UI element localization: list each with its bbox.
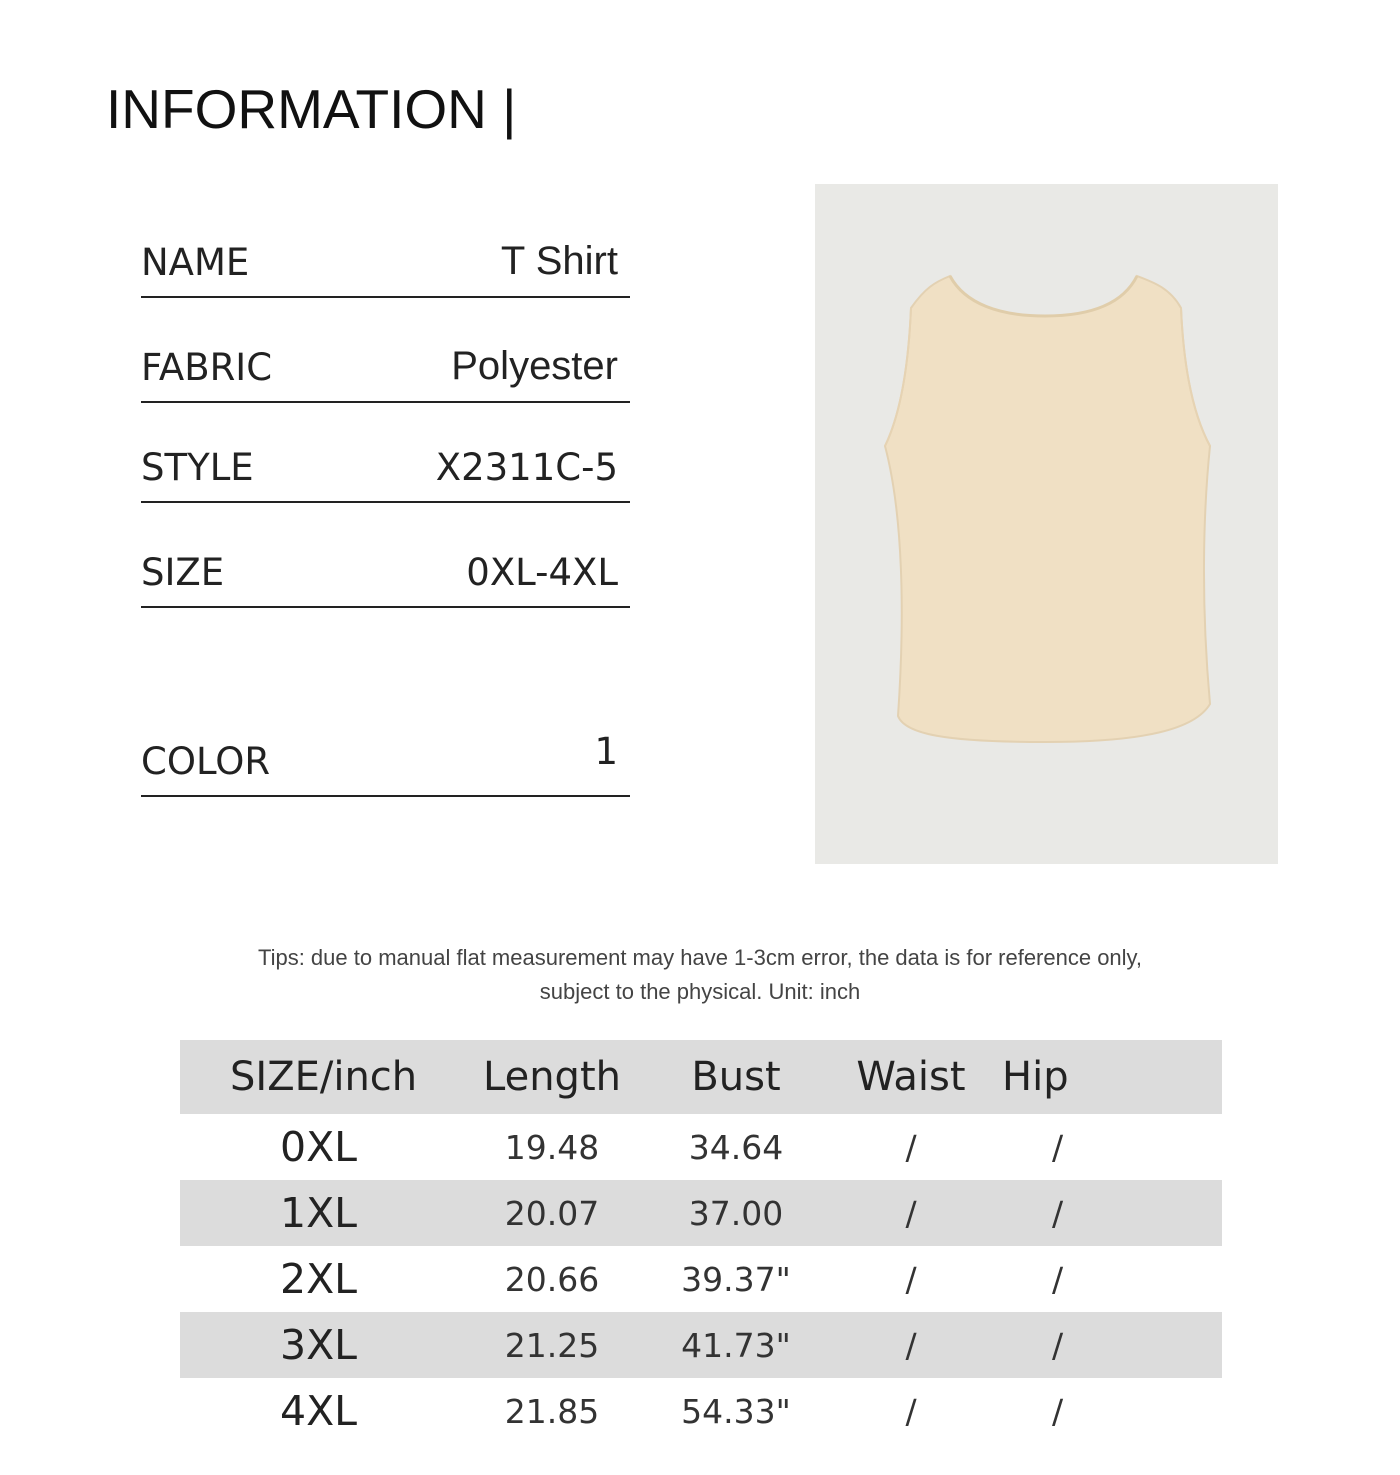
page-title: INFORMATION |	[106, 78, 517, 140]
size-label: SIZE	[141, 551, 225, 594]
hip-cell: /	[997, 1312, 1222, 1378]
size-cell: 3XL	[180, 1312, 457, 1378]
tips-line-1: Tips: due to manual flat measurement may have 1-3cm error, the data is for reference only,	[257, 945, 1143, 970]
info-row-size	[141, 546, 630, 608]
waist-cell: /	[905, 1127, 917, 1167]
bust-cell: 41.73"	[647, 1312, 825, 1378]
tips-line-2: subject to the physical. Unit: inch	[539, 979, 861, 1004]
style-value: X2311C-5	[435, 446, 618, 489]
bust-cell: 54.33"	[681, 1391, 791, 1431]
table-header-row	[180, 1040, 1222, 1114]
size-cell: 0XL	[279, 1123, 357, 1171]
style-label: STYLE	[141, 446, 254, 489]
length-cell: 19.48	[504, 1127, 600, 1167]
column-header-length: Length	[457, 1040, 647, 1114]
info-row-name	[141, 236, 630, 298]
length-cell: 21.25	[457, 1312, 647, 1378]
bust-cell: 39.37"	[681, 1259, 791, 1299]
hip-cell: /	[1052, 1259, 1064, 1299]
table-row	[180, 1378, 1222, 1444]
fabric-label: FABRIC	[141, 346, 273, 389]
waist-cell: /	[905, 1391, 917, 1431]
column-header-hip: Hip	[997, 1040, 1222, 1114]
hip-cell: /	[1052, 1127, 1064, 1167]
info-row-fabric	[141, 341, 630, 403]
name-label: NAME	[141, 241, 250, 284]
waist-cell: /	[905, 1259, 917, 1299]
column-header-bust: Bust	[647, 1040, 825, 1114]
column-header-size: SIZE/inch	[180, 1040, 457, 1114]
bust-cell: 37.00	[647, 1180, 825, 1246]
measurement-tips	[100, 941, 1300, 1009]
table-row	[180, 1114, 1222, 1180]
length-cell: 21.85	[504, 1391, 600, 1431]
hip-cell: /	[1052, 1391, 1064, 1431]
size-value: 0XL-4XL	[466, 551, 618, 594]
size-cell: 4XL	[279, 1387, 357, 1435]
product-image	[815, 184, 1278, 864]
waist-cell: /	[825, 1180, 997, 1246]
table-row	[180, 1246, 1222, 1312]
color-value: 1	[594, 730, 618, 773]
table-row	[180, 1180, 1222, 1246]
size-cell: 2XL	[279, 1255, 357, 1303]
bust-cell: 34.64	[688, 1127, 784, 1167]
name-value: T Shirt	[500, 239, 618, 283]
color-label: COLOR	[141, 740, 271, 783]
length-cell: 20.66	[504, 1259, 600, 1299]
size-cell: 1XL	[180, 1180, 457, 1246]
column-header-waist: Waist	[825, 1040, 997, 1114]
tank-top-icon	[815, 184, 1278, 864]
hip-cell: /	[997, 1180, 1222, 1246]
waist-cell: /	[825, 1312, 997, 1378]
info-row-color	[141, 730, 630, 797]
info-row-style	[141, 441, 630, 503]
length-cell: 20.07	[457, 1180, 647, 1246]
table-row	[180, 1312, 1222, 1378]
size-chart-table	[180, 1040, 1222, 1444]
fabric-value: Polyester	[451, 344, 618, 388]
